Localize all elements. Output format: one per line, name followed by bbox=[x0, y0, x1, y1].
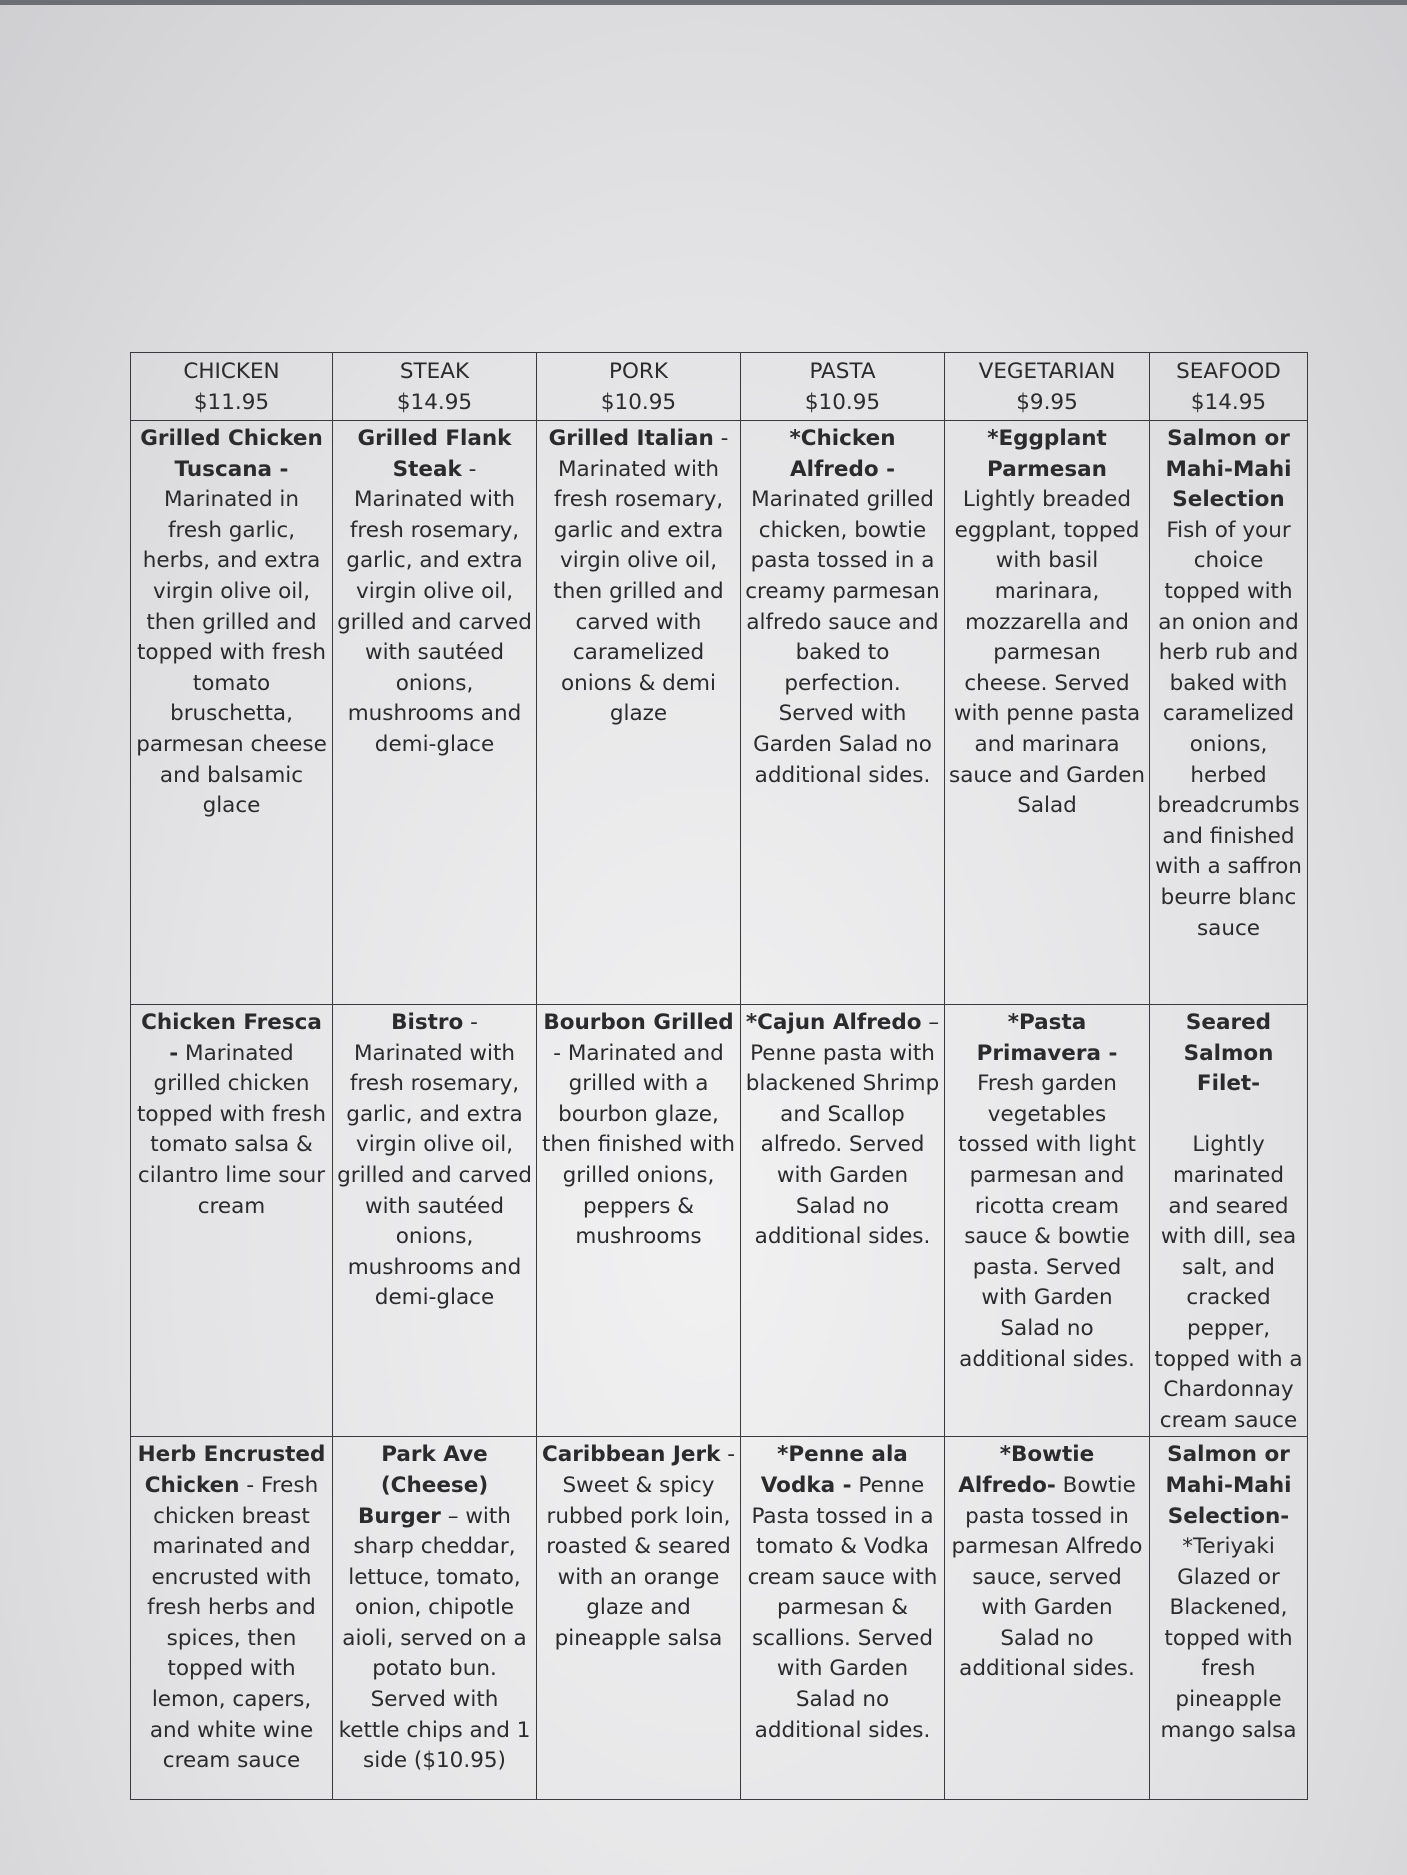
dish-name: *Chicken Alfredo - bbox=[789, 426, 896, 482]
dish-name: *Eggplant Parmesan bbox=[987, 426, 1107, 482]
dish-description: Marinated grilled chicken topped with fresh tomato salsa & cilantro lime sour cream bbox=[136, 1040, 327, 1219]
menu-item-cell bbox=[131, 1005, 333, 1437]
category-name: VEGETARIAN bbox=[978, 359, 1116, 384]
dish-name: *Penne ala Vodka - bbox=[760, 1442, 908, 1498]
category-header-pasta bbox=[741, 353, 945, 421]
category-header-pork bbox=[537, 353, 741, 421]
menu-item-cell bbox=[741, 421, 945, 1005]
dish-description: Marinated in fresh garlic, herbs, and extra virgin olive oil, then grilled and topped with fresh tomato bruschetta, parmesan cheese and balsamic glace bbox=[136, 487, 327, 819]
menu-item-cell bbox=[945, 1437, 1150, 1800]
dish-name: *Pasta Primavera - bbox=[976, 1010, 1118, 1066]
dish-name: Seared Salmon Filet- bbox=[1183, 1010, 1274, 1097]
dish-description: - Sweet & spicy rubbed pork loin, roasted & seared with an orange glaze and pineapple salsa bbox=[546, 1442, 735, 1651]
dish-name: Chicken Fresca - bbox=[141, 1010, 322, 1066]
menu-row-3 bbox=[131, 1437, 1308, 1800]
dish-name: Grilled Chicken Tuscana - bbox=[140, 426, 323, 482]
paper-top-edge bbox=[0, 0, 1407, 5]
dish-description: - Fresh chicken breast marinated and encrusted with fresh herbs and spices, then topped with lemon, capers, and white wine cream sauce bbox=[147, 1472, 319, 1774]
menu-item-cell bbox=[1150, 1005, 1308, 1437]
menu-item-cell bbox=[131, 421, 333, 1005]
category-price: $10.95 bbox=[804, 390, 881, 415]
menu-table bbox=[130, 352, 1308, 1800]
menu-item-cell bbox=[945, 1005, 1150, 1437]
category-header-vegetarian bbox=[945, 353, 1150, 421]
menu-item-cell bbox=[945, 421, 1150, 1005]
menu-item-cell bbox=[333, 1437, 537, 1800]
dish-description: Marinated grilled chicken, bowtie pasta tossed in a creamy parmesan alfredo sauce and baked to perfection. Served with Garden Salad no additional sides. bbox=[745, 487, 940, 788]
category-name: CHICKEN bbox=[183, 359, 280, 384]
menu-item-cell bbox=[741, 1005, 945, 1437]
dish-description: Lightly marinated and seared with dill, sea salt, and cracked pepper, topped with a Chardonnay cream sauce bbox=[1154, 1132, 1303, 1433]
dish-description: - Marinated with fresh rosemary, garlic and extra virgin olive oil, then grilled and carved with caramelized onions & demi glaze bbox=[553, 426, 729, 727]
dish-name: Caribbean Jerk bbox=[542, 1442, 721, 1468]
dish-description: Fish of your choice topped with an onion and herb rub and baked with caramelized onions, herbed breadcrumbs and finished with a saffron beurre blanc sauce bbox=[1155, 517, 1302, 941]
dish-name: Salmon or Mahi-Mahi Selection- bbox=[1165, 1442, 1292, 1529]
category-name: PORK bbox=[609, 359, 668, 384]
dish-description: *Teriyaki Glazed or Blackened, topped with fresh pineapple mango salsa bbox=[1160, 1534, 1297, 1743]
category-price: $14.95 bbox=[1190, 390, 1267, 415]
category-header-chicken bbox=[131, 353, 333, 421]
dish-name: Grilled Flank Steak bbox=[357, 426, 512, 482]
category-header-seafood bbox=[1150, 353, 1308, 421]
menu-row-2 bbox=[131, 1005, 1308, 1437]
dish-name: Bourbon Grilled bbox=[543, 1010, 734, 1035]
dish-name: *Cajun Alfredo bbox=[745, 1010, 922, 1035]
menu-item-cell bbox=[333, 1005, 537, 1437]
menu-item-cell bbox=[333, 421, 537, 1005]
category-price: $14.95 bbox=[396, 390, 473, 415]
category-header-row bbox=[131, 353, 1308, 421]
category-name: STEAK bbox=[399, 359, 470, 384]
dish-description: Penne Pasta tossed in a tomato & Vodka cream sauce with parmesan & scallions. Served with Garden Salad no additional sides. bbox=[747, 1472, 938, 1743]
category-price: $11.95 bbox=[193, 390, 270, 415]
category-name: SEAFOOD bbox=[1176, 359, 1281, 384]
category-price: $10.95 bbox=[600, 390, 677, 415]
dish-description: Bowtie pasta tossed in parmesan Alfredo sauce, served with Garden Salad no additional sides. bbox=[951, 1472, 1143, 1682]
dish-description: Lightly breaded eggplant, topped with basil marinara, mozzarella and parmesan cheese. Served with penne pasta and marinara sauce and Garden Salad bbox=[949, 487, 1145, 819]
menu-item-cell bbox=[1150, 1437, 1308, 1800]
menu-item-cell bbox=[537, 1437, 741, 1800]
menu-row-1 bbox=[131, 421, 1308, 1005]
menu-item-cell bbox=[537, 421, 741, 1005]
menu-item-cell bbox=[741, 1437, 945, 1800]
dish-name: *Bowtie Alfredo- bbox=[958, 1442, 1095, 1498]
menu-item-cell bbox=[1150, 421, 1308, 1005]
dish-name: Salmon or Mahi-Mahi Selection bbox=[1165, 426, 1292, 513]
menu-item-cell bbox=[537, 1005, 741, 1437]
menu-item-cell bbox=[131, 1437, 333, 1800]
dish-description: Fresh garden vegetables tossed with light parmesan and ricotta cream sauce & bowtie pasta. Served with Garden Salad no additional sides. bbox=[958, 1071, 1136, 1372]
dish-description: – with sharp cheddar, lettuce, tomato, onion, chipotle aioli, served on a potato bun. Served with kettle chips and 1 side ($10.95) bbox=[338, 1503, 531, 1774]
dish-description: – Penne pasta with blackened Shrimp and Scallop alfredo. Served with Garden Salad no additional sides. bbox=[745, 1010, 940, 1250]
dish-name: Herb Encrusted Chicken bbox=[137, 1442, 326, 1498]
dish-name: Park Ave (Cheese) Burger bbox=[358, 1442, 489, 1529]
category-name: PASTA bbox=[809, 359, 876, 384]
dish-description: - Marinated and grilled with a bourbon glaze, then finished with grilled onions, peppers & mushrooms bbox=[541, 1040, 736, 1250]
category-header-steak bbox=[333, 353, 537, 421]
dish-description: - Marinated with fresh rosemary, garlic, and extra virgin olive oil, grilled and carved with sautéed onions, mushrooms and demi-glace bbox=[337, 456, 532, 757]
category-price: $9.95 bbox=[1016, 390, 1078, 415]
dish-name: Grilled Italian bbox=[548, 426, 714, 451]
dish-description: - Marinated with fresh rosemary, garlic, and extra virgin olive oil, grilled and carved with sautéed onions, mushrooms and demi-glace bbox=[337, 1010, 532, 1311]
dish-name: Bistro bbox=[391, 1010, 464, 1035]
